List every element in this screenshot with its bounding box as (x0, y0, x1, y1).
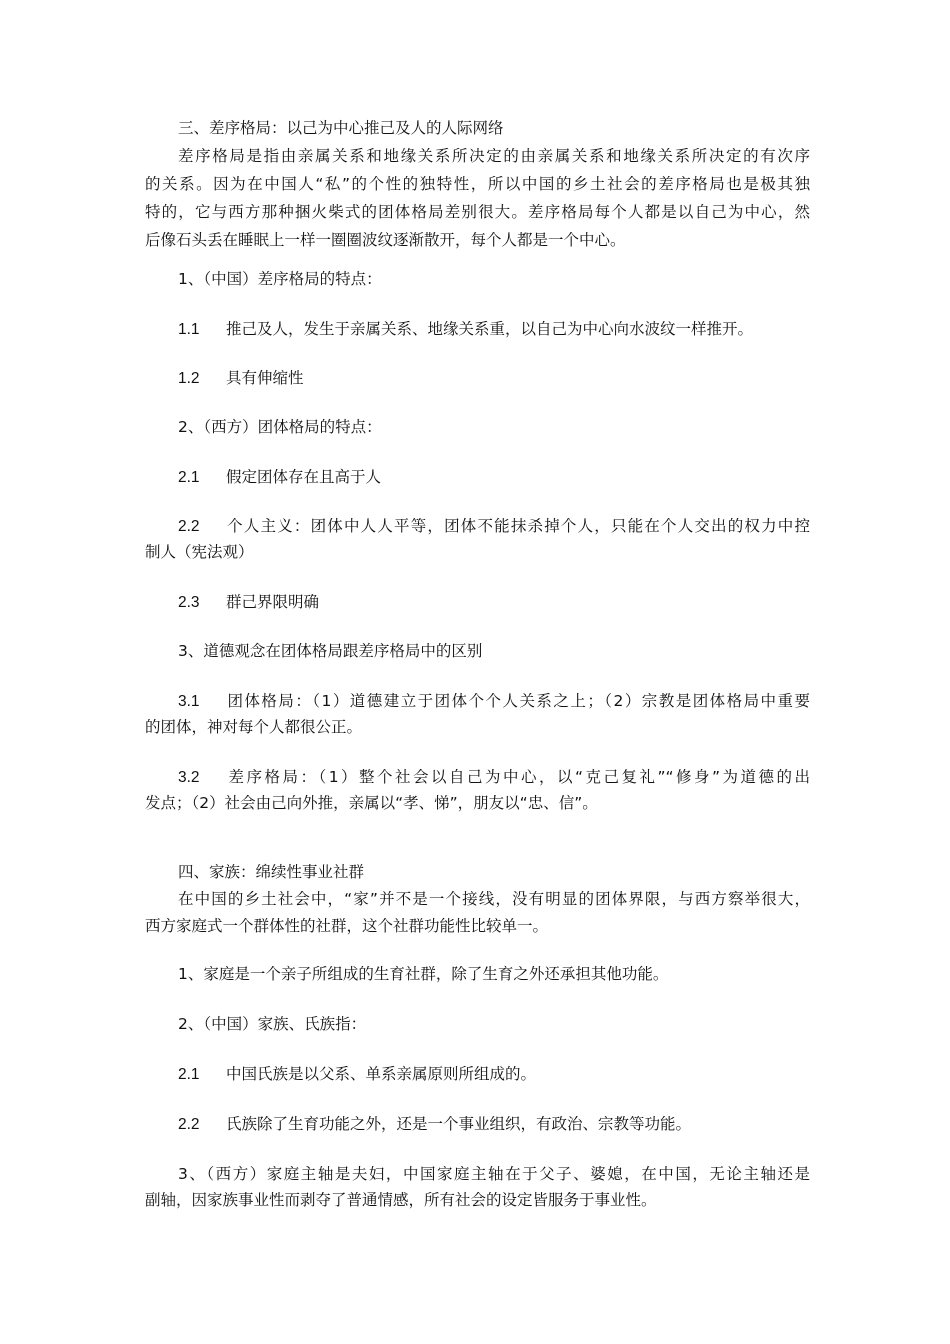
section-4-item-2-2 (178, 1110, 810, 1139)
section-3-item-3-1-continued: 的团体，神对每个人都很公正。 (145, 718, 363, 736)
section-3-item-1-2 (178, 364, 810, 393)
section-3-heading: 三、差序格局：以己为中心推己及人的人际网络 (178, 119, 504, 137)
item-number: 2.1 (178, 1066, 200, 1083)
section-3-item-3-2-continued: 发点；（2）社会由己向外推，亲属以“孝、悌”，朋友以“忠、信”。 (145, 794, 598, 812)
section-3-item-1: 1、（中国）差序格局的特点： (178, 270, 382, 288)
item-number: 1.2 (178, 370, 200, 387)
item-number: 1.1 (178, 321, 200, 338)
item-text: 氏族除了生育功能之外，还是一个事业组织，有政治、宗教等功能。 (226, 1115, 692, 1133)
item-text: 群己界限明确 (226, 593, 320, 611)
section-3-item-2-1 (178, 463, 810, 492)
item-text: 差序格局：（1）整个社会以自己为中心，以“克己复礼”“修身”为道德的出 (226, 768, 810, 786)
item-number: 2.2 (178, 518, 200, 535)
item-number: 2.3 (178, 594, 200, 611)
item-text: 推己及人，发生于亲属关系、地缘关系重，以自己为中心向水波纹一样推开。 (226, 320, 754, 338)
section-4-heading: 四、家族：绵续性事业社群 (178, 863, 365, 881)
item-number: 3.1 (178, 693, 200, 710)
item-text: 个人主义：团体中人人平等，团体不能抹杀掉个人，只能在个人交出的权力中控 (226, 517, 810, 535)
item-number: 2.1 (178, 469, 200, 486)
section-3-item-3: 3、道德观念在团体格局跟差序格局中的区别 (178, 642, 483, 660)
section-4-item-1: 1、家庭是一个亲子所组成的生育社群，除了生育之外还承担其他功能。 (178, 965, 669, 983)
item-text: 中国氏族是以父系、单系亲属原则所组成的。 (226, 1065, 537, 1083)
section-3-item-3-1 (178, 687, 810, 716)
item-text: 团体格局：（1）道德建立于团体个个人关系之上；（2）宗教是团体格局中重要 (226, 692, 810, 710)
section-4-intro-line-1: 在中国的乡土社会中，“家”并不是一个接线，没有明显的团体界限，与西方察举很大， (178, 890, 810, 908)
item-number: 3.2 (178, 769, 200, 786)
section-3-item-2-3 (178, 588, 810, 617)
section-4-item-3-line-2: 副轴，因家族事业性而剥夺了普通情感，所有社会的设定皆服务于事业性。 (145, 1191, 657, 1209)
section-3-item-2: 2、（西方）团体格局的特点： (178, 418, 382, 436)
section-3-item-1-1 (178, 315, 810, 344)
section-4-item-3-line-1: 3、（西方）家庭主轴是夫妇，中国家庭主轴在于父子、婆媳，在中国，无论主轴还是 (178, 1165, 810, 1183)
section-3-intro-line-1: 差序格局是指由亲属关系和地缘关系所决定的由亲属关系和地缘关系所决定的有次序 (178, 147, 810, 165)
section-3-intro-line-2: 的关系。因为在中国人“私”的个性的独特性，所以中国的乡土社会的差序格局也是极其独 (145, 175, 810, 193)
section-4-item-2: 2、（中国）家族、氏族指： (178, 1015, 367, 1033)
section-3-item-3-2 (178, 763, 810, 792)
section-3-intro-line-3: 特的，它与西方那种捆火柴式的团体格局差别很大。差序格局每个人都是以自己为中心，然 (145, 203, 810, 221)
section-3-intro-line-4: 后像石头丢在睡眠上一样一圈圈波纹逐渐散开，每个人都是一个中心。 (145, 231, 626, 249)
section-3-item-2-2-continued: 制人（宪法观） (145, 543, 254, 561)
item-text: 假定团体存在且高于人 (226, 468, 382, 486)
section-3-item-2-2 (178, 512, 810, 541)
item-text: 具有伸缩性 (226, 369, 304, 387)
item-number: 2.2 (178, 1116, 200, 1133)
section-4-item-2-1 (178, 1060, 810, 1089)
section-4-intro-line-2: 西方家庭式一个群体性的社群，这个社群功能性比较单一。 (145, 917, 549, 935)
